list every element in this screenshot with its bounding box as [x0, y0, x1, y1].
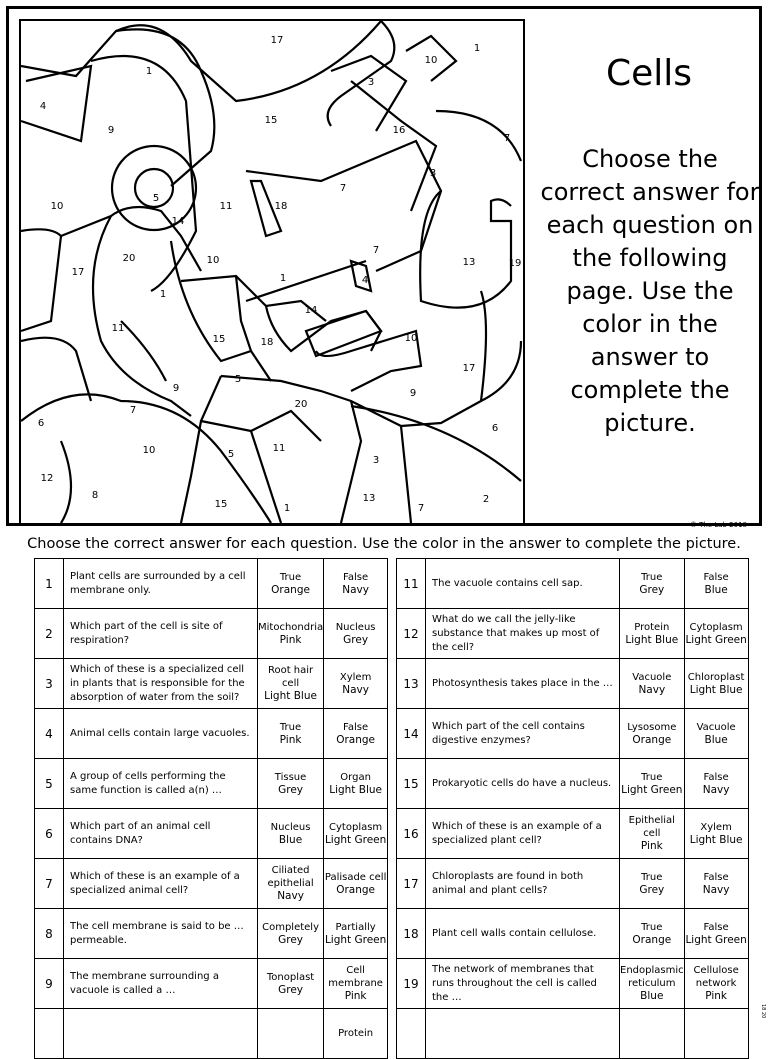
region-number: 14 — [304, 305, 318, 316]
region-number: 5 — [227, 449, 235, 460]
region-number: 3 — [429, 168, 437, 179]
answer-option-2[interactable] — [324, 559, 388, 609]
answer-text: Cell membrane — [328, 965, 383, 989]
question-row — [397, 659, 749, 709]
answer-option-2[interactable] — [684, 909, 748, 959]
question-row — [397, 909, 749, 959]
region-number: 18 — [260, 337, 274, 348]
answer-color: Navy — [638, 683, 666, 696]
question-text: Animal cells contain large vacuoles. — [64, 709, 258, 759]
answer-color: Grey — [278, 933, 303, 946]
answer-color: Pink — [279, 633, 302, 646]
region-number: 9 — [409, 388, 417, 399]
question-row — [35, 609, 388, 659]
answer-color: Navy — [277, 890, 304, 902]
answer-option-1[interactable] — [258, 959, 324, 1009]
answer-text: Endoplasmic reticulum — [620, 965, 684, 989]
question-text: Which part of the cell is site of respiration? — [64, 609, 258, 659]
answer-text: Chloroplast — [687, 671, 745, 683]
answer-option-2[interactable] — [684, 809, 748, 859]
answer-text: False — [703, 571, 729, 583]
question-row — [35, 559, 388, 609]
answer-text: Partially — [335, 921, 376, 933]
answer-color: Pink — [344, 990, 367, 1002]
color-by-number-drawing — [19, 19, 525, 525]
region-number: 7 — [417, 503, 425, 514]
answer-text: Tissue — [274, 771, 307, 783]
answer-text: Lysosome — [627, 721, 677, 733]
answer-option-1[interactable] — [620, 1009, 685, 1059]
question-number — [397, 1009, 426, 1059]
answer-option-2[interactable] — [324, 709, 388, 759]
region-number: 15 — [264, 115, 278, 126]
question-row — [397, 759, 749, 809]
region-number: 17 — [71, 267, 85, 278]
question-text: Which part of the cell contains digestive enzymes? — [426, 709, 620, 759]
region-number: 9 — [107, 125, 115, 136]
question-row — [397, 859, 749, 909]
question-row — [35, 709, 388, 759]
answer-color: Orange — [632, 933, 672, 946]
question-row — [35, 959, 388, 1009]
answer-option-1[interactable] — [620, 859, 685, 909]
question-number: 8 — [35, 909, 64, 959]
region-number: 1 — [283, 503, 291, 514]
region-number: 3 — [367, 77, 375, 88]
answer-color: Grey — [278, 783, 303, 796]
region-number: 18 — [274, 201, 288, 212]
region-number: 12 — [40, 473, 54, 484]
answer-text: True — [641, 771, 663, 783]
question-row — [35, 759, 388, 809]
region-number: 5 — [234, 374, 242, 385]
answer-color: Navy — [702, 883, 730, 896]
region-number: 11 — [111, 323, 125, 334]
region-number: 9 — [172, 383, 180, 394]
region-number: 7 — [339, 183, 347, 194]
answer-color: Blue — [278, 833, 303, 846]
question-text: Prokaryotic cells do have a nucleus. — [426, 759, 620, 809]
answer-text: Tonoplast — [266, 971, 315, 983]
question-text: Plant cell walls contain cellulose. — [426, 909, 620, 959]
question-number: 14 — [397, 709, 426, 759]
region-number: 10 — [50, 201, 64, 212]
answer-option-2[interactable] — [324, 659, 388, 709]
question-number: 13 — [397, 659, 426, 709]
region-number: 11 — [272, 443, 286, 454]
answer-text: True — [641, 921, 663, 933]
answer-option-2[interactable] — [324, 609, 388, 659]
answer-option-1[interactable] — [620, 609, 685, 659]
answer-option-1[interactable] — [258, 1009, 324, 1059]
answer-text: Vacuole — [632, 671, 672, 683]
answer-option-2[interactable] — [684, 759, 748, 809]
answer-color: Pink — [640, 840, 663, 852]
answer-option-2[interactable] — [324, 909, 388, 959]
question-number: 3 — [35, 659, 64, 709]
region-number: 13 — [362, 493, 376, 504]
question-number: 5 — [35, 759, 64, 809]
answer-text: Ciliated epithelial — [267, 865, 314, 889]
question-number: 9 — [35, 959, 64, 1009]
answer-option-1[interactable] — [620, 909, 685, 959]
region-number: 17 — [270, 35, 284, 46]
answer-option-1[interactable] — [620, 759, 685, 809]
region-number: 11 — [219, 201, 233, 212]
region-number: 19 — [508, 258, 522, 269]
answer-option-2[interactable] — [324, 959, 388, 1009]
answer-text: Xylem — [700, 821, 732, 833]
answer-option-2[interactable] — [684, 1009, 748, 1059]
question-row — [397, 809, 749, 859]
question-text: The cell membrane is said to be … permeable. — [64, 909, 258, 959]
questions-table-left — [34, 558, 388, 1059]
region-number: 15 — [214, 499, 228, 510]
region-number: 10 — [206, 255, 220, 266]
question-row — [35, 659, 388, 709]
page-title: Cells — [605, 53, 693, 94]
question-row — [35, 859, 388, 909]
region-number: 10 — [404, 333, 418, 344]
answer-color: Orange — [336, 733, 375, 746]
region-number: 6 — [491, 423, 499, 434]
region-number: 4 — [361, 275, 369, 286]
answer-color: Blue — [704, 733, 728, 746]
question-number: 11 — [397, 559, 426, 609]
answer-text: Nucleus — [335, 621, 376, 633]
answer-color: Navy — [702, 783, 730, 796]
answer-text: Protein — [634, 621, 670, 633]
answer-option-1[interactable] — [258, 609, 324, 659]
region-number: 7 — [503, 133, 511, 144]
answer-color: Blue — [640, 990, 664, 1002]
answer-text: Mitochondria — [258, 621, 324, 633]
region-number: 14 — [171, 216, 185, 227]
question-text — [64, 1009, 258, 1059]
answer-text: Vacuole — [696, 721, 736, 733]
answer-color: Pink — [279, 733, 302, 746]
answer-text: Xylem — [339, 671, 372, 683]
answer-option-2[interactable] — [684, 959, 748, 1009]
region-number: 10 — [142, 445, 156, 456]
answer-option-1[interactable] — [258, 909, 324, 959]
question-text: The network of membranes that runs throughout the cell is called the … — [426, 959, 620, 1009]
region-number: 1 — [473, 43, 481, 54]
puzzle-frame — [6, 6, 762, 529]
question-row — [35, 809, 388, 859]
question-text: Which part of an animal cell contains DNA? — [64, 809, 258, 859]
answer-text: Root hair cell — [267, 665, 314, 689]
answer-option-1[interactable] — [258, 859, 324, 909]
answer-text: Palisade cell — [324, 871, 387, 883]
question-text: The vacuole contains cell sap. — [426, 559, 620, 609]
region-number: 20 — [122, 253, 136, 264]
question-number: 6 — [35, 809, 64, 859]
answer-option-2[interactable] — [324, 759, 388, 809]
region-number: 8 — [91, 490, 99, 501]
region-number: 5 — [152, 193, 160, 204]
question-text: Which of these is an example of a specialized plant cell? — [426, 809, 620, 859]
question-row — [397, 1009, 749, 1059]
answer-option-1[interactable] — [258, 759, 324, 809]
answer-color: Light Green — [324, 833, 387, 846]
answer-option-1[interactable] — [258, 659, 324, 709]
question-text: Which of these is an example of a specialized animal cell? — [64, 859, 258, 909]
question-number: 15 — [397, 759, 426, 809]
answer-option-1[interactable] — [258, 709, 324, 759]
question-row — [35, 1009, 388, 1059]
question-number: 1 — [35, 559, 64, 609]
answer-text: Organ — [340, 771, 371, 783]
answer-color: Pink — [705, 990, 727, 1002]
copyright-notice: © The Lab 2018 — [689, 521, 747, 529]
table-instructions: Choose the correct answer for each question. Use the color in the answer to complete the picture. — [27, 536, 741, 552]
question-text — [426, 1009, 620, 1059]
question-number: 19 — [397, 959, 426, 1009]
question-text: Photosynthesis takes place in the … — [426, 659, 620, 709]
question-number — [35, 1009, 64, 1059]
region-number: 16 — [392, 125, 406, 136]
instructions-text: Choose the correct answer for each question on the following page. Use the color in the answer to complete the picture. — [540, 145, 760, 437]
answer-text: True — [641, 871, 663, 883]
answer-color: Grey — [278, 983, 303, 996]
answer-color: Light Blue — [625, 633, 679, 646]
answer-text: Cytoplasm — [329, 821, 383, 833]
answer-text: Nucleus — [270, 821, 311, 833]
question-number: 12 — [397, 609, 426, 659]
answer-text: False — [343, 721, 369, 733]
region-number-labels — [21, 21, 523, 523]
answer-text: True — [641, 571, 663, 583]
answer-color: Navy — [342, 683, 369, 696]
question-text: What do we call the jelly-like substance that makes up most of the cell? — [426, 609, 620, 659]
question-number: 18 — [397, 909, 426, 959]
questions-table-right — [396, 558, 749, 1059]
answer-option-1[interactable] — [620, 659, 685, 709]
question-number: 4 — [35, 709, 64, 759]
answer-color: Orange — [271, 583, 310, 596]
region-number: 15 — [212, 334, 226, 345]
region-number: 20 — [294, 399, 308, 410]
region-number: 17 — [462, 363, 476, 374]
answer-color: Grey — [343, 633, 369, 646]
answer-color: Grey — [639, 883, 665, 896]
region-number: 1 — [279, 273, 287, 284]
answer-color: Orange — [336, 883, 375, 896]
question-number: 7 — [35, 859, 64, 909]
answer-option-1[interactable] — [620, 559, 685, 609]
region-number: 2 — [482, 494, 490, 505]
answer-text: False — [703, 871, 729, 883]
answer-text: Cytoplasm — [689, 621, 743, 633]
answer-color: Orange — [632, 733, 672, 746]
answer-text: Cellulose network — [693, 965, 739, 989]
question-number: 16 — [397, 809, 426, 859]
answer-option-2[interactable] — [684, 709, 748, 759]
answer-option-2[interactable] — [324, 1009, 388, 1059]
question-text: Plant cells are surrounded by a cell membrane only. — [64, 559, 258, 609]
answer-text: True — [279, 571, 302, 583]
answer-text: True — [279, 721, 302, 733]
answer-option-1[interactable] — [258, 559, 324, 609]
answer-color: Light Blue — [264, 690, 317, 702]
question-row — [35, 909, 388, 959]
region-number: 7 — [129, 405, 137, 416]
question-number: 17 — [397, 859, 426, 909]
question-text: Chloroplasts are found in both animal and plant cells? — [426, 859, 620, 909]
answer-color: Light Blue — [689, 683, 743, 696]
answer-option-2[interactable] — [684, 659, 748, 709]
answer-option-1[interactable] — [620, 809, 685, 859]
question-row — [397, 559, 749, 609]
answer-text: False — [703, 921, 729, 933]
answer-color: Grey — [639, 583, 665, 596]
question-number: 2 — [35, 609, 64, 659]
region-number: 6 — [37, 418, 45, 429]
answer-option-2[interactable] — [324, 809, 388, 859]
answer-color: Light Green — [685, 933, 747, 946]
answer-option-1[interactable] — [258, 809, 324, 859]
region-number: 10 — [424, 55, 438, 66]
region-number: 3 — [372, 455, 380, 466]
region-number: 1 — [145, 66, 153, 77]
answer-color: Light Green — [621, 783, 683, 796]
answer-option-1[interactable] — [620, 959, 685, 1009]
question-row — [397, 609, 749, 659]
answer-option-2[interactable] — [684, 609, 748, 659]
question-row — [397, 959, 749, 1009]
answer-option-2[interactable] — [684, 859, 748, 909]
region-number: 7 — [372, 245, 380, 256]
question-text: A group of cells performing the same function is called a(n) … — [64, 759, 258, 809]
answer-color: Blue — [704, 583, 728, 596]
region-number: 13 — [462, 257, 476, 268]
answer-option-1[interactable] — [620, 709, 685, 759]
answer-text: Completely — [262, 921, 319, 933]
answer-color: Light Green — [324, 933, 387, 946]
answer-text: False — [343, 571, 369, 583]
answer-color: Light Blue — [689, 833, 743, 846]
region-number: 4 — [39, 101, 47, 112]
answer-color: Light Green — [685, 633, 747, 646]
side-note: 18 20 — [760, 1004, 766, 1019]
answer-text: Epithelial cell — [628, 815, 675, 839]
answer-text: Protein — [338, 1028, 374, 1039]
question-row — [397, 709, 749, 759]
region-number: 1 — [159, 289, 167, 300]
answer-option-2[interactable] — [324, 859, 388, 909]
answer-text: False — [703, 771, 729, 783]
answer-color: Light Blue — [329, 783, 382, 796]
question-text: The membrane surrounding a vacuole is called a … — [64, 959, 258, 1009]
question-text: Which of these is a specialized cell in plants that is responsible for the absorption of water from the soil? — [64, 659, 258, 709]
answer-option-2[interactable] — [684, 559, 748, 609]
answer-color: Navy — [342, 583, 369, 596]
